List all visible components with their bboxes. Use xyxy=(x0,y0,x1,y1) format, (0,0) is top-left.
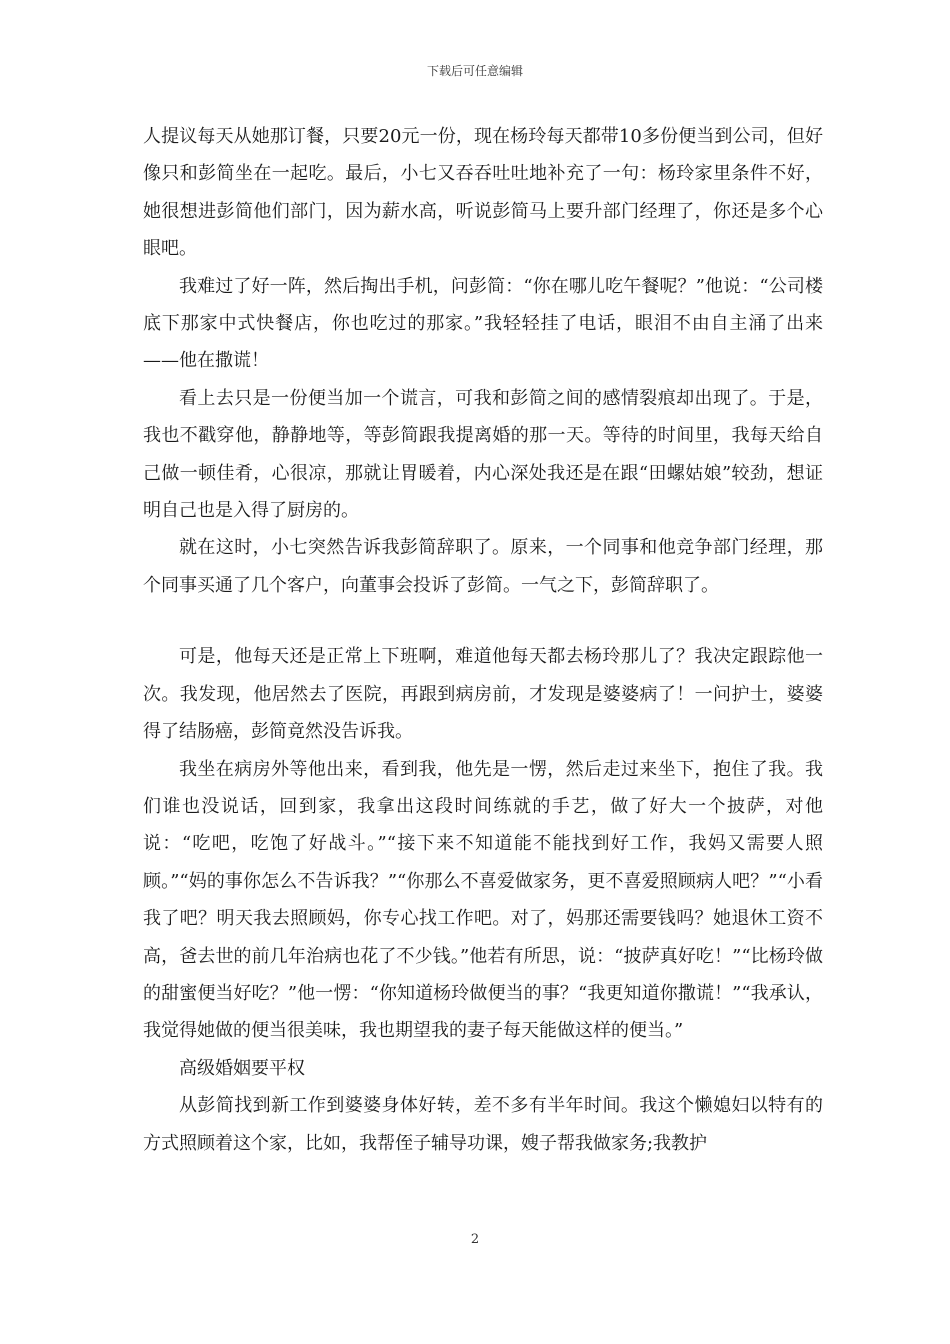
document-body xyxy=(143,118,823,1162)
paragraph-1: 人提议每天从她那订餐，只要20元一份，现在杨玲每天都带10多份便当到公司，但好像只和彭简坐在一起吃。最后，小七又吞吞吐吐地补充了一句：杨玲家里条件不好，她很想进彭简他们部门，因为薪水高，听说彭简马上要升部门经理了，你还是多个心眼吧。 xyxy=(143,126,823,260)
page-header: 下载后可任意编辑 xyxy=(426,64,523,78)
paragraph-5: 可是，他每天还是正常上下班啊，难道他每天都去杨玲那儿了？我决定跟踪他一次。我发现，他居然去了医院，再跟到病房前，才发现是婆婆病了！一问护士，婆婆得了结肠癌，彭简竟然没告诉我。 xyxy=(143,646,823,743)
page-number: 2 xyxy=(470,1232,480,1247)
paragraph-3: 看上去只是一份便当加一个谎言，可我和彭简之间的感情裂痕却出现了。于是，我也不戳穿他，静静地等，等彭简跟我提离婚的那一天。等待的时间里，我每天给自己做一顿佳肴，心很凉，那就让胃暖着，内心深处我还是在跟“田螺姑娘”较劲，想证明自己也是入得了厨房的。 xyxy=(143,387,823,522)
section-heading: 高级婚姻要平权 xyxy=(179,1057,305,1079)
paragraph-2: 我难过了好一阵，然后掏出手机，问彭简：“你在哪儿吃午餐呢？”他说：“公司楼底下那家中式快餐店，你也吃过的那家。”我轻轻挂了电话，眼泪不由自主涌了出来——他在撒谎！ xyxy=(143,275,823,372)
paragraph-7: 从彭简找到新工作到婆婆身体好转，差不多有半年时间。我这个懒媳妇以特有的方式照顾着这个家，比如，我帮侄子辅导功课，嫂子帮我做家务;我教护 xyxy=(143,1095,823,1154)
paragraph-6: 我坐在病房外等他出来，看到我，他先是一愣，然后走过来坐下，抱住了我。我们谁也没说话，回到家，我拿出这段时间练就的手艺，做了好大一个披萨，对他说：“吃吧，吃饱了好战斗。”“接下来不知道能不能找到好工作，我妈又需要人照顾。”“妈的事你怎么不告诉我？”“你那么不喜爱做家务，更不喜爱照顾病人吧？”“小看我了吧？明天我去照顾妈，你专心找工作吧。对了，妈那还需要钱吗？她退休工资不高，爸去世的前几年治病也花了不少钱。”他若有所思，说：“披萨真好吃！”“比杨玲做的甜蜜便当好吃？”他一愣：“你知道杨玲做便当的事？“我更知道你撒谎！”“我承认，我觉得她做的便当很美味，我也期望我的妻子每天能做这样的便当。” xyxy=(143,758,823,1042)
paragraph-4: 就在这时，小七突然告诉我彭简辞职了。原来，一个同事和他竞争部门经理，那个同事买通了几个客户，向董事会投诉了彭简。一气之下，彭简辞职了。 xyxy=(143,537,823,596)
